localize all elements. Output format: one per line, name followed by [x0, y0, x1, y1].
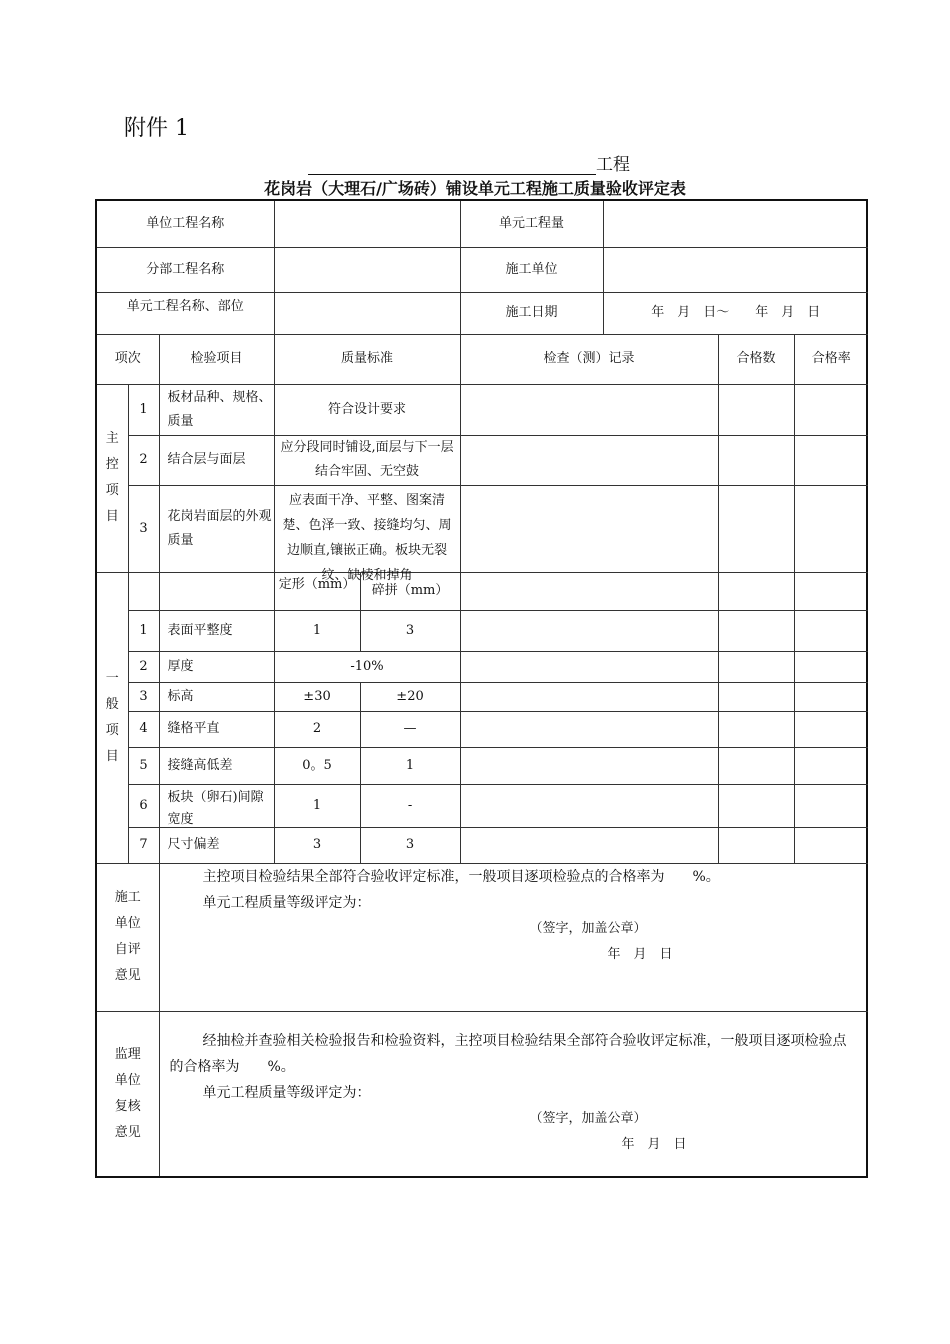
general-item-no: 5 [128, 747, 159, 784]
general-item-record[interactable] [460, 827, 718, 863]
main-item-no: 1 [128, 384, 159, 435]
general-item-name: 接缝高低差 [159, 747, 274, 784]
general-item-crushed: 1 [360, 747, 460, 784]
unit-quantity-value[interactable] [603, 201, 868, 247]
general-item-name: 板块（卵石)间隙宽度 [159, 784, 274, 827]
general-item-fixed: 3 [274, 827, 360, 863]
general-item-pass-rate[interactable] [794, 711, 868, 747]
general-item-name: 标高 [159, 682, 274, 711]
self-eval-signature: （签字，加盖公章） [529, 920, 647, 936]
general-item-pass-count[interactable] [718, 651, 794, 682]
general-item-row [97, 827, 868, 863]
supervision-date: 年 月 日 [621, 1136, 687, 1152]
general-item-crushed: 3 [360, 827, 460, 863]
general-item-pass-rate[interactable] [794, 651, 868, 682]
main-item-pass-rate[interactable] [794, 435, 868, 485]
self-eval-date: 年 月 日 [607, 946, 673, 962]
general-item-crushed: ±20 [360, 682, 460, 711]
general-item-record[interactable] [460, 711, 718, 747]
general-item-fixed: 0。5 [274, 747, 360, 784]
general-subheader-count [718, 572, 794, 610]
main-item-standard: 应分段同时铺设,面层与下一层结合牢固、无空鼓 [274, 435, 460, 485]
general-subheader-row [97, 572, 868, 610]
project-name-line [308, 150, 630, 175]
general-item-name: 缝格平直 [159, 711, 274, 747]
general-item-row [97, 784, 868, 827]
construction-unit-value[interactable] [603, 247, 868, 292]
evaluation-table [97, 201, 868, 1176]
general-item-no: 7 [128, 827, 159, 863]
general-item-fixed: 2 [274, 711, 360, 747]
general-item-row [97, 747, 868, 784]
general-item-pass-rate[interactable] [794, 784, 868, 827]
project-suffix: 工程 [596, 155, 630, 175]
self-eval-opinion[interactable] [159, 863, 868, 1011]
self-eval-row [97, 863, 868, 1011]
general-item-record[interactable] [460, 784, 718, 827]
main-item-record[interactable] [460, 435, 718, 485]
general-item-row [97, 610, 868, 651]
general-item-pass-rate[interactable] [794, 682, 868, 711]
main-item-row [97, 485, 868, 572]
general-item-pass-rate[interactable] [794, 827, 868, 863]
col-inspection-item: 检验项目 [159, 334, 274, 384]
self-eval-line1: 主控项目检验结果全部符合验收评定标准，一般项目逐项检验点的合格率为 %。 [202, 868, 720, 885]
general-item-pass-count[interactable] [718, 682, 794, 711]
main-item-record[interactable] [460, 485, 718, 572]
main-item-no: 2 [128, 435, 159, 485]
general-item-no: 2 [128, 651, 159, 682]
evaluation-form [95, 199, 868, 1178]
supervision-line2: 单元工程质量等级评定为： [202, 1084, 371, 1101]
main-item-standard: 应表面干净、平整、图案清楚、色泽一致、接缝均匀、周边顺直,镶嵌正确。板块无裂纹、缺棱和掉角 [274, 485, 460, 572]
col-pass-rate: 合格率 [794, 334, 868, 384]
general-item-row [97, 682, 868, 711]
general-items-group-label: 一般项目 [97, 572, 128, 863]
main-item-pass-rate[interactable] [794, 384, 868, 435]
general-item-pass-rate[interactable] [794, 747, 868, 784]
general-item-record[interactable] [460, 747, 718, 784]
main-item-no: 3 [128, 485, 159, 572]
general-item-pass-count[interactable] [718, 827, 794, 863]
general-item-pass-count[interactable] [718, 747, 794, 784]
main-item-row [97, 384, 868, 435]
general-subheader-record [460, 572, 718, 610]
col-item-no: 项次 [97, 334, 159, 384]
col-check-record: 检查（测）记录 [460, 334, 718, 384]
main-item-standard: 符合设计要求 [274, 384, 460, 435]
column-header-row [97, 334, 868, 384]
general-item-fixed: 1 [274, 784, 360, 827]
construction-date-label: 施工日期 [460, 292, 603, 334]
main-item-row [97, 435, 868, 485]
col-quality-standard: 质量标准 [274, 334, 460, 384]
general-item-row [97, 711, 868, 747]
supervision-signature: （签字，加盖公章） [529, 1110, 647, 1126]
supervision-label: 监理单位复核意见 [97, 1011, 159, 1176]
info-row-2 [97, 247, 868, 292]
general-item-name: 表面平整度 [159, 610, 274, 651]
self-eval-label: 施工单位自评意见 [97, 863, 159, 1011]
main-items-group-label: 主控项目 [97, 384, 128, 572]
general-item-pass-count[interactable] [718, 610, 794, 651]
project-name-blank[interactable] [308, 156, 596, 175]
general-item-no: 3 [128, 682, 159, 711]
general-item-pass-rate[interactable] [794, 610, 868, 651]
main-item-pass-rate[interactable] [794, 485, 868, 572]
general-item-fixed: ±30 [274, 682, 360, 711]
general-item-row [97, 651, 868, 682]
general-item-name: 尺寸偏差 [159, 827, 274, 863]
general-item-crushed: - [360, 784, 460, 827]
unit-project-name-label: 单位工程名称 [97, 201, 274, 247]
general-subheader-blank [159, 572, 274, 610]
supervision-row [97, 1011, 868, 1176]
division-name-value[interactable] [274, 247, 460, 292]
info-row-1 [97, 201, 868, 247]
construction-date-value[interactable]: 年 月 日～ 年 月 日 [603, 292, 868, 334]
element-name-value[interactable] [274, 292, 460, 334]
supervision-line1: 经抽检并查验相关检验报告和检验资料，主控项目检验结果全部符合验收评定标准，一般项目逐项检验点的合格率为 %。 [169, 1032, 847, 1075]
info-row-3 [97, 292, 868, 334]
general-item-no: 4 [128, 711, 159, 747]
general-item-pass-count[interactable] [718, 784, 794, 827]
element-name-label: 单元工程名称、部位 [97, 292, 274, 334]
general-subheader-rate [794, 572, 868, 610]
main-item-name: 结合层与面层 [159, 435, 274, 485]
main-item-name: 板材品种、规格、质量 [159, 384, 274, 435]
main-item-name: 花岗岩面层的外观质量 [159, 485, 274, 572]
general-item-merged-standard: -10% [274, 651, 460, 682]
division-name-label: 分部工程名称 [97, 247, 274, 292]
general-item-record[interactable] [460, 682, 718, 711]
general-item-record[interactable] [460, 651, 718, 682]
unit-quantity-label: 单元工程量 [460, 201, 603, 247]
general-subheader-blank [128, 572, 159, 610]
main-item-pass-count[interactable] [718, 435, 794, 485]
general-item-no: 1 [128, 610, 159, 651]
general-item-crushed: 3 [360, 610, 460, 651]
general-item-crushed: — [360, 711, 460, 747]
general-item-fixed: 1 [274, 610, 360, 651]
col-pass-count: 合格数 [718, 334, 794, 384]
main-item-pass-count[interactable] [718, 485, 794, 572]
general-item-record[interactable] [460, 610, 718, 651]
main-item-record[interactable] [460, 384, 718, 435]
self-eval-line2: 单元工程质量等级评定为： [202, 894, 371, 911]
general-item-no: 6 [128, 784, 159, 827]
subheader-crushed: 碎拼（mm） [360, 572, 460, 610]
supervision-opinion[interactable] [159, 1011, 868, 1176]
general-item-pass-count[interactable] [718, 711, 794, 747]
general-item-name: 厚度 [159, 651, 274, 682]
construction-unit-label: 施工单位 [460, 247, 603, 292]
form-title: 花岗岩（大理石/广场砖）铺设单元工程施工质量验收评定表 [264, 179, 686, 198]
subheader-fixed: 定形（mm） [274, 572, 360, 610]
unit-project-name-value[interactable] [274, 201, 460, 247]
attachment-label: 附件 1 [124, 116, 189, 141]
main-item-pass-count[interactable] [718, 384, 794, 435]
